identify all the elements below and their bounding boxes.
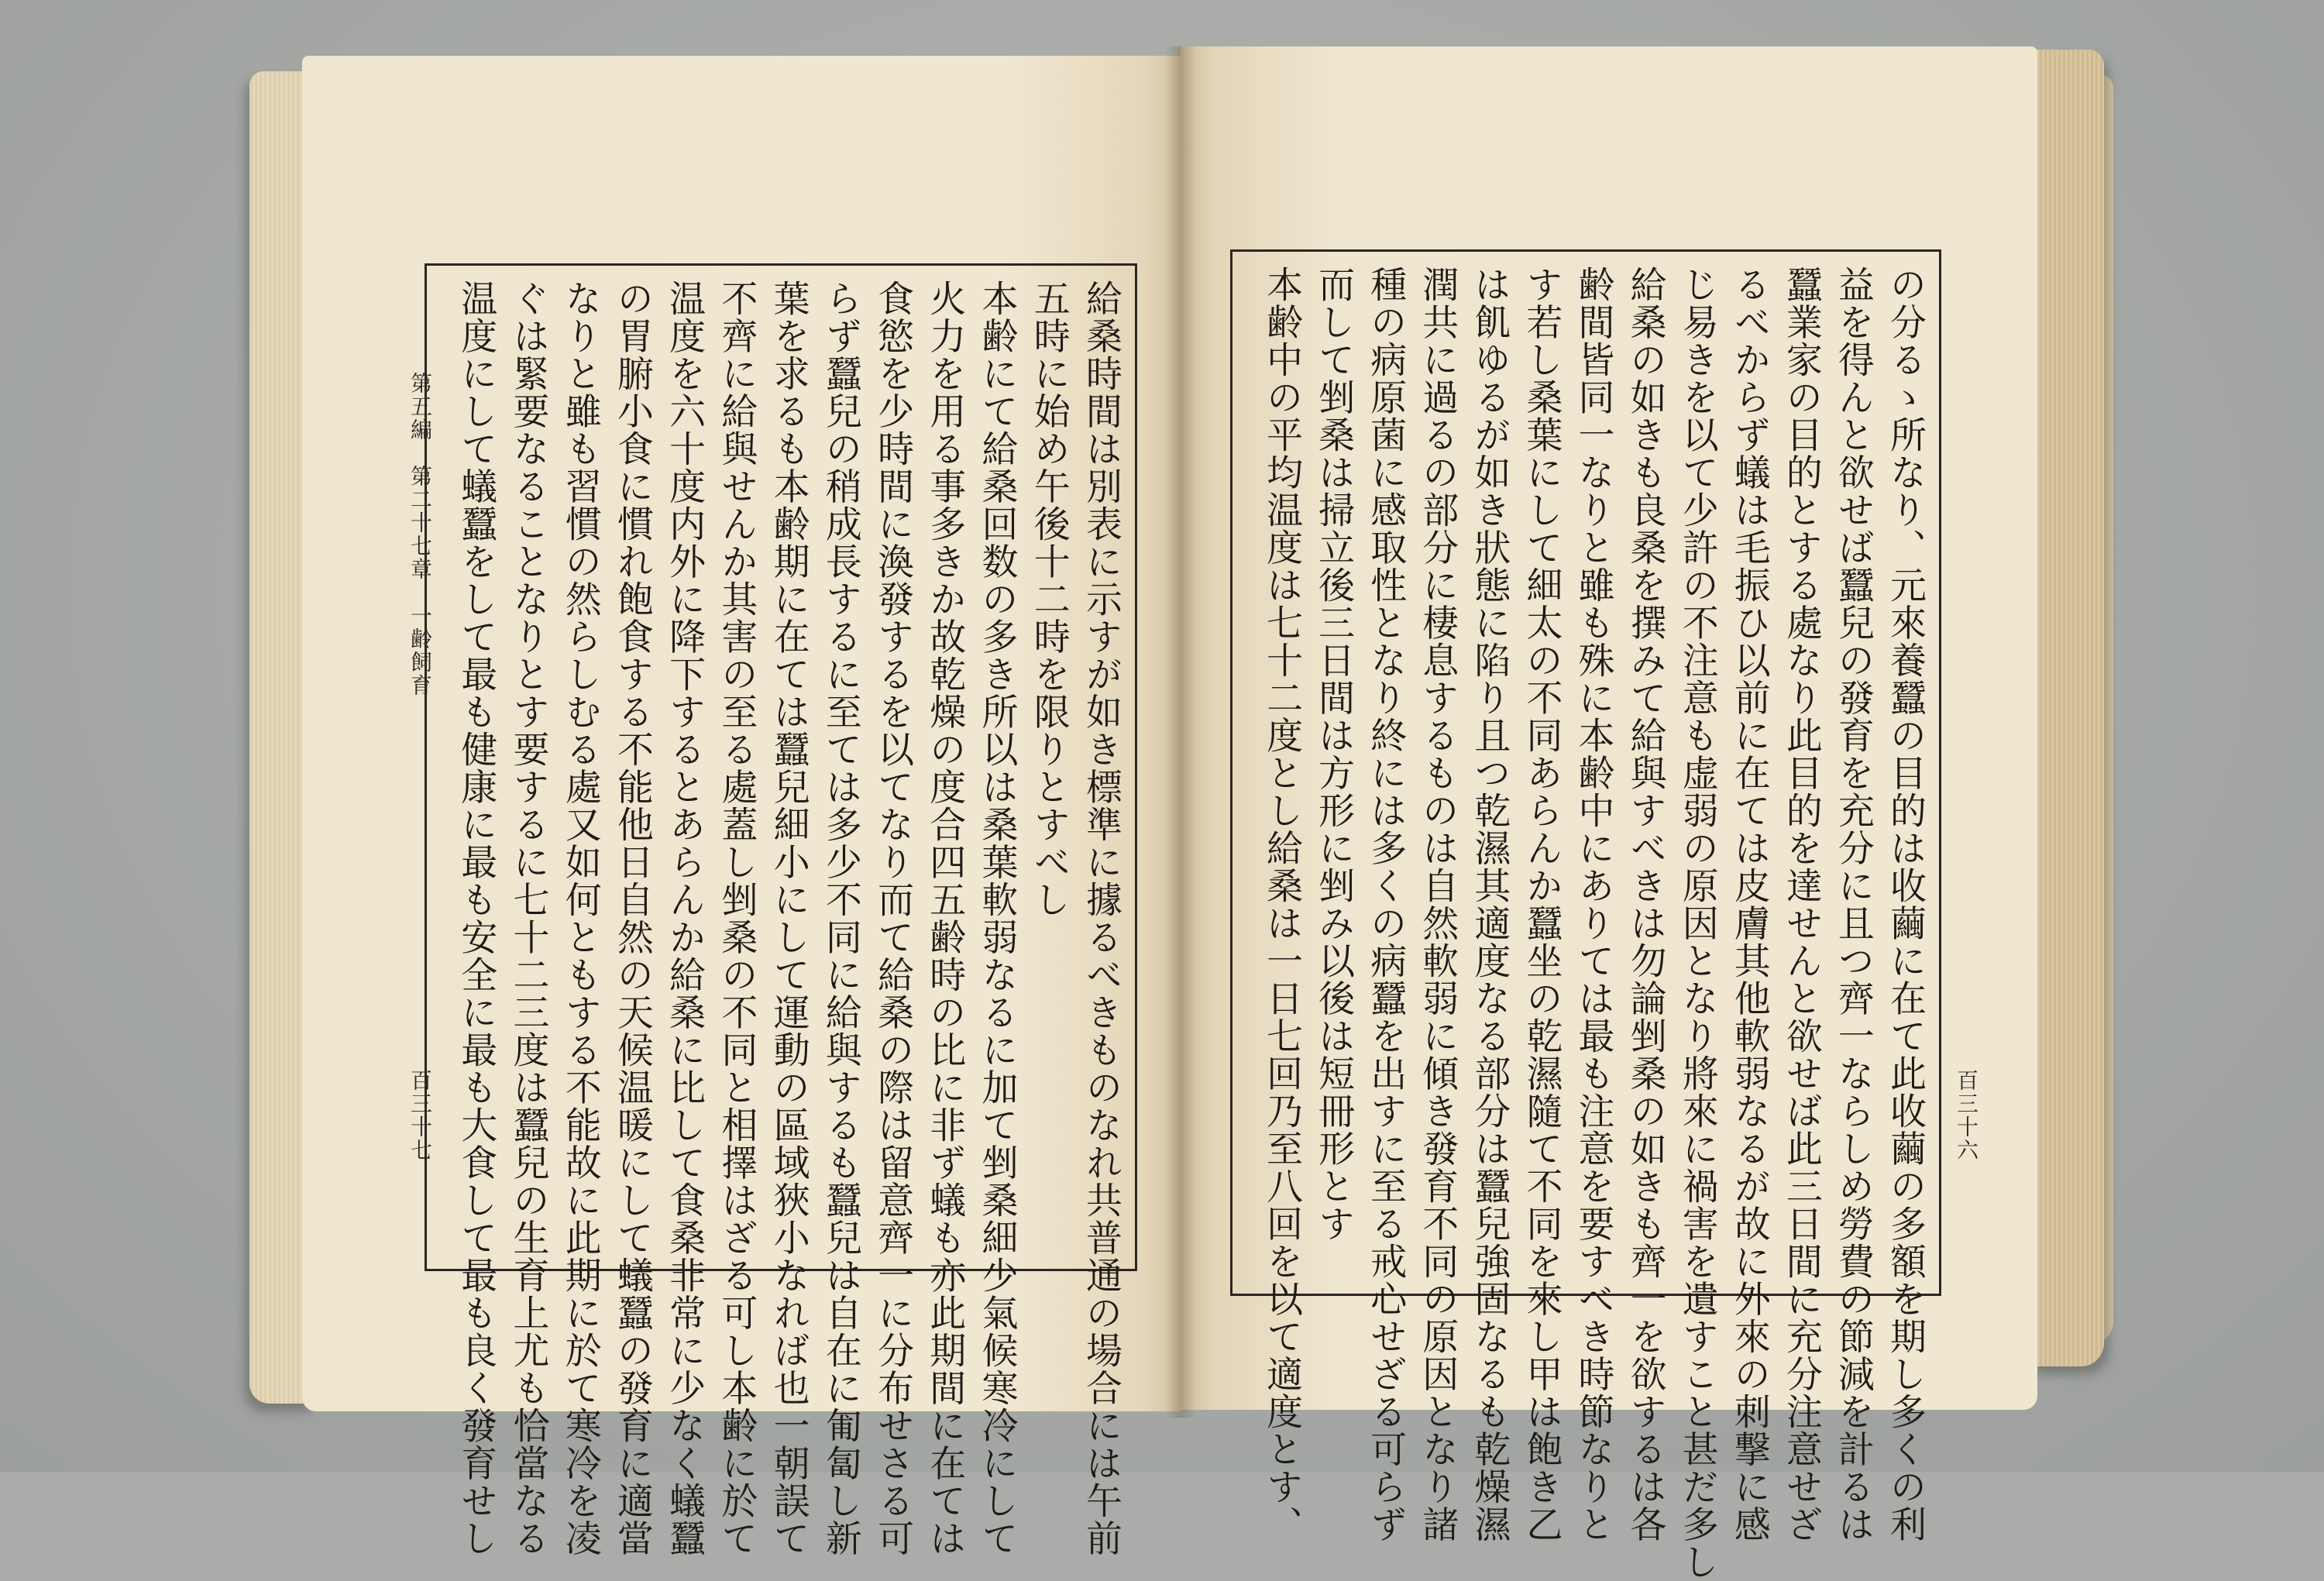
text-column: 温度を六十度内外に降下するとあらんか給桑に比して食桑非常に少なく蟻蠶 [663, 280, 706, 1557]
left-text-frame [425, 263, 1137, 1557]
text-column: ぐは緊要なることなりとす要するに七十二三度は蠶兒の生育上尤も恰當なる [507, 280, 550, 1557]
right-text-frame [1230, 249, 1941, 1581]
text-column: 種の病原菌に感取性となり終には多くの病蠶を出すに至る戒心せざる可らず [1364, 266, 1408, 1543]
text-column: 而して剉桑は掃立後三日間は方形に剉み以後は短冊形とす [1312, 266, 1356, 1242]
text-column: す若し桑葉にして細太の不同あらんか蠶坐の乾濕隨て不同を來し甲は飽き乙 [1520, 266, 1563, 1543]
text-column: らず蠶兒の稍成長するに至ては多少不同に給與するも蠶兒は自在に匍匐し新 [819, 280, 862, 1557]
text-column: 不齊に給與せんか其害の至る處蓋し剉桑の不同と相擇はざる可し本齢に於て [715, 280, 758, 1557]
text-column: の胃腑小食に慣れ飽食する不能他日自然の天候温暖にして蟻蠶の發育に適當 [610, 280, 654, 1557]
right-page-edges [2030, 50, 2104, 1366]
text-column: の分るゝ所なり、元來養蠶の目的は收繭に在て此收繭の多額を期し多くの利 [1884, 266, 1927, 1543]
text-column: は飢ゆるが如き狀態に陷り且つ乾濕其適度なる部分は蠶兒強固なるも乾燥濕 [1468, 266, 1511, 1543]
text-column: 五時に始め午後十二時を限りとすべし [1027, 280, 1071, 919]
text-column: なりと雖も習慣の然らしむる處又如何ともする不能故に此期に於て寒冷を凌 [559, 280, 602, 1557]
left-running-head: 第五編 第二十七章 一齢飼育 [407, 372, 433, 697]
text-column: 温度にして蟻蠶をして最も健康に最も安全に最も大食して最も良く發育せし [455, 280, 498, 1557]
text-column: 齢間皆同一なりと雖も殊に本齢中にありては最も注意を要すべき時節なりと [1572, 266, 1615, 1543]
text-column: 給桑時間は別表に示すが如き標準に據るべきものなれ共普通の場合には午前 [1080, 280, 1122, 1557]
text-column: 火力を用る事多きか故乾燥の度合四五齢時の比に非ず蟻も亦此期間に在ては [923, 280, 967, 1557]
right-folio: 百三十六 [1954, 1069, 1979, 1162]
text-column: 食慾を少時間に渙發するを以てなり而て給桑の際は留意齊一に分布せさる可 [871, 280, 915, 1557]
text-column: 蠶業家の目的とする處なり此目的を達せんと欲せば此三日間に充分注意せざ [1779, 266, 1823, 1543]
text-column: るべからず蟻は毛振ひ以前に在ては皮膚其他軟弱なるが故に外來の刺撃に感 [1728, 266, 1771, 1543]
left-folio: 百三十七 [407, 1069, 433, 1162]
text-column: 給桑の如きも良桑を撰みて給與すべきは勿論剉桑の如きも齊一を欲するは各 [1624, 266, 1667, 1543]
book-gutter [1165, 46, 1196, 1418]
text-column: 本齢にて給桑回数の多き所以は桑葉軟弱なるに加て剉桑細少氣候寒冷にして [975, 280, 1019, 1557]
text-column: 潤共に過るの部分に棲息するものは自然軟弱に傾き發育不同の原因となり諸 [1416, 266, 1459, 1543]
text-column: じ易きを以て少許の不注意も虚弱の原因となり將來に禍害を遺すこと甚だ多し [1676, 266, 1719, 1581]
text-column: 葉を求るも本齢期に在ては蠶兒細小にして運動の區域狹小なれば也一朝誤て [767, 280, 810, 1557]
text-column: 本齢中の平均温度は七十二度とし給桑は一日七回乃至八回を以て適度とす、 [1260, 266, 1304, 1543]
text-column: 益を得んと欲せば蠶兒の發育を充分に且つ齊一ならしめ勞費の節減を計るは [1831, 266, 1875, 1543]
